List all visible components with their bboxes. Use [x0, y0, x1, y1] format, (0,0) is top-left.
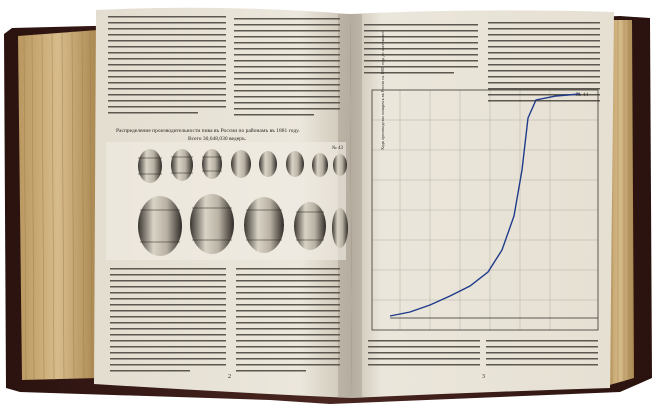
barrel-icon	[190, 194, 234, 254]
barrel-icon	[312, 153, 328, 177]
barrel-icon	[202, 149, 222, 179]
barrel-icon	[171, 149, 193, 181]
left-chart-caption: Распределение производительности пива въ России по районамъ въ 1881 году.	[116, 128, 300, 134]
left-plate-number: № 43	[332, 146, 344, 151]
barrel-icon	[333, 154, 347, 176]
right-chart-title: Ходъ производства пиваренъ въ Россіи съ 1881 года до настоящаго	[380, 30, 385, 150]
barrel-icon	[294, 202, 326, 250]
barrel-icon	[286, 151, 304, 177]
barrel-icon	[231, 150, 251, 178]
left-chart-total: Всего 30,648,030 ведеръ.	[188, 136, 247, 142]
left-page-number: 2	[228, 374, 231, 380]
barrel-icon	[259, 151, 277, 177]
barrel-icon	[138, 196, 182, 256]
left-page-edges	[18, 30, 98, 380]
barrel-icon	[244, 197, 284, 253]
right-page	[350, 10, 614, 398]
right-chart-number: № 44	[576, 92, 589, 98]
barrel-icon	[138, 149, 162, 183]
right-page-number: 3	[482, 374, 485, 380]
barrel-icon	[332, 208, 348, 248]
